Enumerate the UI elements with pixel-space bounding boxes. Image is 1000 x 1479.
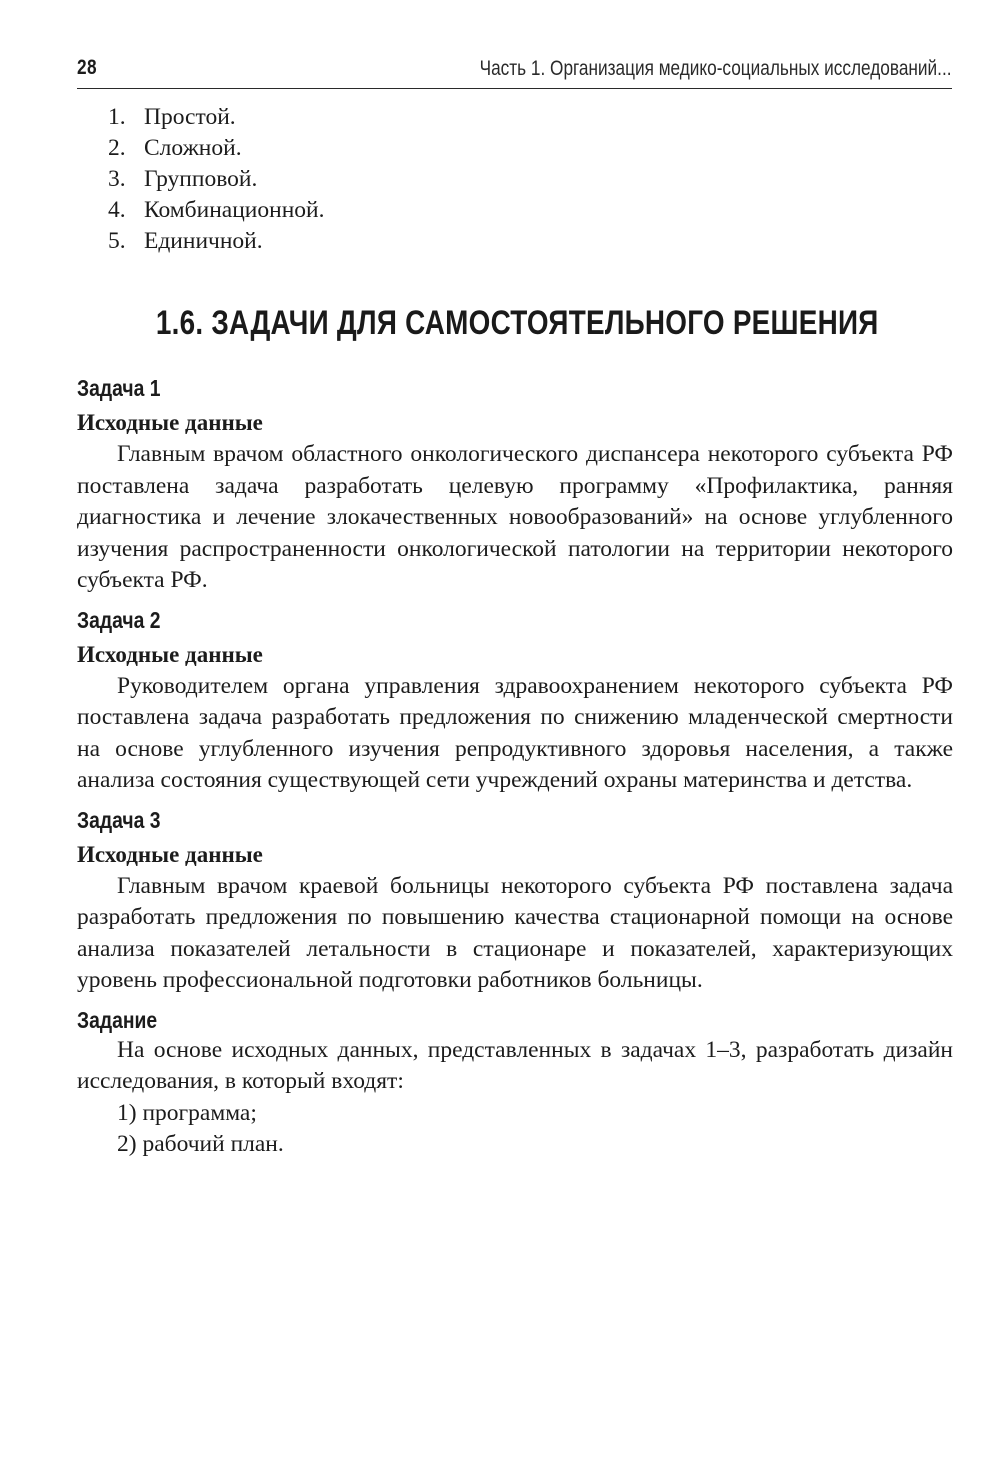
list-item-text: Групповой.	[144, 166, 258, 192]
answer-list	[77, 102, 953, 257]
list-item-text: Сложной.	[144, 135, 242, 161]
list-item	[77, 164, 953, 195]
running-header	[77, 56, 952, 89]
list-item-text: Простой.	[144, 104, 236, 130]
task-1-text: Главным врачом областного онкологического диспансера некоторого субъекта РФ поставлена задача разработать целевую программу «Профилактика, ранняя диагностика и лечение злокачественных новообразований» на основе углубленного изучения распространенности онкологической патологии на территории некоторого субъекта РФ.	[77, 441, 953, 593]
list-item-text: Комбинационной.	[144, 197, 325, 223]
list-item-number: 1.	[108, 104, 126, 130]
assignment-item: 1) программа;	[117, 1099, 257, 1126]
assignment-item: 2) рабочий план.	[117, 1131, 284, 1157]
task-1-title: Задача 1	[77, 375, 161, 401]
list-item	[77, 102, 953, 133]
task-3-title: Задача 3	[77, 806, 161, 833]
assignment-title: Задание	[77, 1006, 158, 1033]
list-item	[77, 133, 953, 164]
task-1-subtitle: Исходные данные	[77, 410, 263, 435]
task-3-text: Главным врачом краевой больницы некоторого субъекта РФ поставлена задача разработать предложения по повышению качества стационарной помощи на основе анализа показателей летальности в стационаре и показателей, характеризующих уровень профессиональной подготовки работников больницы.	[77, 872, 953, 993]
list-item-number: 3.	[108, 166, 126, 192]
list-item	[77, 195, 953, 226]
task-2-text: Руководителем органа управления здравоохранением некоторого субъекта РФ поставлена задача разработать предложения по снижению младенческой смертности на основе углубленного изучения репродуктивного здоровья населения, а также анализа состояния существующей сети учреждений охраны материнства и детства.	[77, 672, 953, 793]
task-3-subtitle: Исходные данные	[77, 841, 263, 867]
assignment-text: На основе исходных данных, представленных в задачах 1–3, разработать дизайн исследования, в который входят:	[77, 1036, 953, 1094]
list-item-text: Единичной.	[144, 228, 263, 254]
section-title: 1.6. ЗАДАЧИ ДЛЯ САМОСТОЯТЕЛЬНОГО РЕШЕНИЯ	[155, 304, 879, 342]
list-item-number: 4.	[108, 197, 126, 223]
page-content	[77, 102, 953, 1161]
list-item-number: 5.	[108, 228, 126, 254]
task-2-subtitle: Исходные данные	[77, 641, 263, 667]
page-number: 28	[77, 56, 97, 79]
list-item	[77, 226, 953, 257]
list-item-number: 2.	[108, 135, 126, 161]
running-title: Часть 1. Организация медико-социальных исследований...	[480, 57, 952, 80]
task-2-title: Задача 2	[77, 606, 161, 633]
